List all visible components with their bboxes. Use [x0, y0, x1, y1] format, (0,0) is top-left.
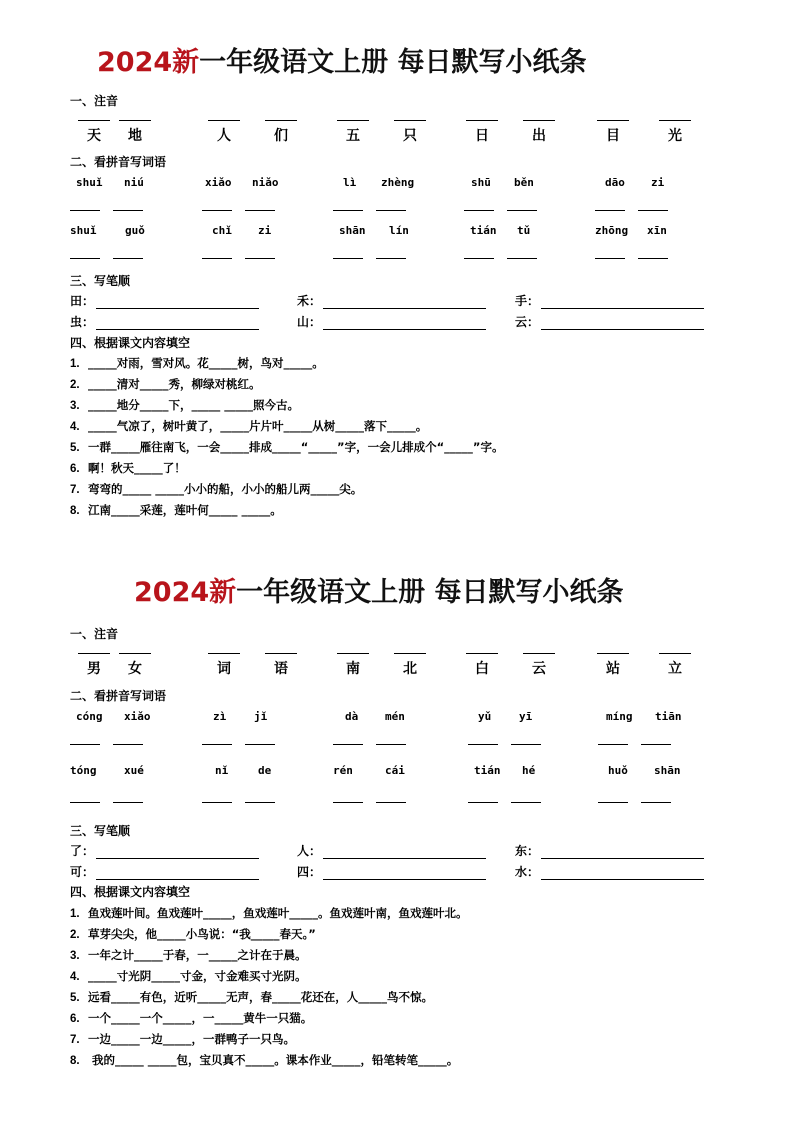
item-number: 1.: [70, 908, 80, 920]
answer-blank[interactable]: [468, 744, 498, 745]
answer-blank[interactable]: [202, 744, 232, 745]
answer-blank[interactable]: [113, 258, 143, 259]
answer-blank-row: [0, 802, 793, 806]
item-text: _____气凉了，树叶黄了，_____片片叶_____从树_____落下_____。: [88, 419, 428, 433]
answer-blank[interactable]: [394, 653, 426, 654]
answer-blank[interactable]: [523, 653, 555, 654]
answer-blank[interactable]: [202, 802, 232, 803]
pinyin-syllable: yī: [519, 710, 533, 723]
answer-blank[interactable]: [464, 210, 494, 211]
stroke-answer-line[interactable]: [323, 297, 486, 309]
item-text: 一群_____雁往南飞，一会_____排成_____“_____”字，一会儿排成个“_____”字。: [88, 440, 504, 454]
item-text: 草芽尖尖，他_____小鸟说：“我_____春天。”: [88, 927, 316, 941]
item-number: 5.: [70, 442, 80, 454]
section-heading-phonetic: 一、注音: [70, 94, 119, 108]
answer-blank[interactable]: [394, 120, 426, 121]
stroke-row: [70, 292, 720, 308]
stroke-char-label: 人：: [297, 844, 322, 858]
pinyin-syllable: tǔ: [517, 224, 531, 237]
item-text: _____寸光阴_____寸金，寸金难买寸光阴。: [88, 969, 307, 983]
pinyin-syllable: zhōng: [595, 224, 629, 237]
stroke-answer-line[interactable]: [96, 318, 259, 330]
answer-blank[interactable]: [523, 120, 555, 121]
pinyin-syllable: yǔ: [478, 710, 492, 723]
pinyin-syllable: niú: [124, 176, 144, 189]
stroke-item: [297, 863, 486, 880]
fill-blank-item[interactable]: [70, 355, 324, 371]
answer-blank[interactable]: [333, 802, 363, 803]
pinyin-syllable: běn: [514, 176, 534, 189]
item-number: 2.: [70, 929, 80, 941]
answer-blank[interactable]: [113, 744, 143, 745]
answer-blank[interactable]: [376, 210, 406, 211]
answer-blank[interactable]: [376, 258, 406, 259]
phonetic-item[interactable]: [593, 653, 633, 678]
phonetic-char: 南: [346, 661, 360, 677]
pinyin-syllable: xiǎo: [124, 710, 151, 723]
stroke-item: [515, 292, 704, 309]
phonetic-char: 人: [217, 128, 231, 144]
phonetic-item[interactable]: [390, 120, 430, 145]
answer-blank[interactable]: [638, 210, 668, 211]
answer-blank[interactable]: [507, 210, 537, 211]
item-text: 啊！秋天_____了！: [88, 461, 186, 475]
stroke-item: [70, 842, 259, 859]
answer-blank[interactable]: [597, 653, 629, 654]
phonetic-char: 北: [403, 661, 417, 677]
title-year-accent: 2024新: [97, 47, 200, 78]
answer-blank[interactable]: [376, 744, 406, 745]
pinyin-syllable: huǒ: [608, 764, 628, 777]
answer-blank[interactable]: [659, 653, 691, 654]
pinyin-syllable: lì: [343, 176, 357, 189]
answer-blank[interactable]: [466, 120, 498, 121]
pinyin-syllable: niǎo: [252, 176, 279, 189]
answer-blank[interactable]: [70, 802, 100, 803]
stroke-row: [70, 842, 720, 858]
answer-blank[interactable]: [337, 653, 369, 654]
stroke-item: [297, 313, 486, 330]
pinyin-syllable: de: [258, 764, 272, 777]
pinyin-syllable: shū: [471, 176, 491, 189]
item-number: 2.: [70, 379, 80, 391]
answer-blank[interactable]: [597, 120, 629, 121]
phonetic-item[interactable]: [655, 653, 695, 678]
stroke-item: [515, 863, 704, 880]
stroke-answer-line[interactable]: [323, 868, 486, 880]
answer-blank[interactable]: [119, 653, 151, 654]
stroke-item: [297, 842, 486, 859]
stroke-item: [70, 292, 259, 309]
section-heading-stroke-order: 三、写笔顺: [70, 824, 131, 838]
answer-blank[interactable]: [464, 258, 494, 259]
answer-blank[interactable]: [333, 744, 363, 745]
phonetic-char: 站: [606, 661, 620, 677]
answer-blank[interactable]: [659, 120, 691, 121]
phonetic-item[interactable]: [519, 120, 559, 145]
stroke-item: [515, 842, 704, 859]
pinyin-row: [0, 764, 793, 778]
answer-blank[interactable]: [70, 744, 100, 745]
sheet-title: [97, 40, 587, 79]
answer-blank[interactable]: [466, 653, 498, 654]
phonetic-char: 五: [346, 128, 360, 144]
stroke-char-label: 虫：: [70, 315, 95, 329]
answer-blank[interactable]: [70, 258, 100, 259]
answer-blank[interactable]: [113, 802, 143, 803]
answer-blank[interactable]: [641, 802, 671, 803]
item-text: 弯弯的_____ _____小小的船，小小的船儿两_____尖。: [88, 482, 363, 496]
item-number: 8.: [70, 1055, 80, 1067]
answer-blank[interactable]: [333, 258, 363, 259]
answer-blank[interactable]: [595, 258, 625, 259]
item-number: 6.: [70, 1013, 80, 1025]
section-heading-fill-blanks: 四、根据课文内容填空: [70, 336, 191, 350]
answer-blank[interactable]: [507, 258, 537, 259]
pinyin-syllable: tóng: [70, 764, 97, 777]
answer-blank[interactable]: [245, 802, 275, 803]
pinyin-syllable: shān: [339, 224, 366, 237]
phonetic-item[interactable]: [74, 653, 114, 678]
answer-blank[interactable]: [208, 120, 240, 121]
answer-blank[interactable]: [113, 210, 143, 211]
stroke-row: [70, 313, 720, 329]
fill-blank-item[interactable]: [70, 397, 299, 413]
title-text: 一年级语文上册 每日默写小纸条: [236, 577, 624, 608]
phonetic-char: 天: [87, 128, 101, 144]
pinyin-syllable: dà: [345, 710, 359, 723]
stroke-answer-line[interactable]: [96, 868, 259, 880]
stroke-char-label: 田：: [70, 294, 95, 308]
stroke-answer-line[interactable]: [323, 318, 486, 330]
phonetic-item[interactable]: [462, 120, 502, 145]
phonetic-item[interactable]: [333, 120, 373, 145]
pinyin-syllable: tiān: [655, 710, 682, 723]
pinyin-row: [0, 176, 793, 190]
section-heading-phonetic: 一、注音: [70, 627, 119, 641]
stroke-char-label: 了：: [70, 844, 95, 858]
answer-blank[interactable]: [595, 210, 625, 211]
pinyin-syllable: dāo: [605, 176, 625, 189]
stroke-item: [515, 313, 704, 330]
sheet-title: [134, 570, 624, 609]
pinyin-syllable: xué: [124, 764, 144, 777]
phonetic-item[interactable]: [204, 120, 244, 145]
item-text: _____地分_____下，_____ _____照今古。: [88, 398, 300, 412]
pinyin-syllable: xīn: [647, 224, 667, 237]
answer-blank[interactable]: [376, 802, 406, 803]
stroke-item: [70, 863, 259, 880]
stroke-char-label: 东：: [515, 844, 540, 858]
fill-blank-item[interactable]: [70, 481, 362, 497]
phonetic-char: 出: [532, 128, 546, 144]
answer-blank[interactable]: [70, 210, 100, 211]
pinyin-syllable: tián: [474, 764, 501, 777]
fill-blank-item[interactable]: [70, 926, 316, 942]
phonetic-char: 光: [668, 128, 682, 144]
phonetic-item[interactable]: [261, 653, 301, 678]
pinyin-syllable: míng: [606, 710, 633, 723]
stroke-char-label: 四：: [297, 865, 322, 879]
phonetic-char: 男: [87, 661, 101, 677]
answer-blank[interactable]: [119, 120, 151, 121]
answer-blank[interactable]: [511, 744, 541, 745]
fill-blank-item[interactable]: [70, 418, 427, 434]
stroke-char-label: 手：: [515, 294, 540, 308]
phonetic-char: 词: [217, 661, 231, 677]
pinyin-syllable: zi: [258, 224, 272, 237]
pinyin-syllable: shuǐ: [76, 176, 103, 189]
fill-blank-item[interactable]: [70, 439, 503, 455]
phonetic-item[interactable]: [462, 653, 502, 678]
answer-blank[interactable]: [598, 802, 628, 803]
fill-blank-item[interactable]: [70, 460, 186, 476]
item-number: 4.: [70, 971, 80, 983]
answer-blank[interactable]: [78, 120, 110, 121]
phonetic-char: 只: [403, 128, 417, 144]
pinyin-syllable: zi: [651, 176, 665, 189]
pinyin-syllable: tián: [470, 224, 497, 237]
answer-blank[interactable]: [265, 653, 297, 654]
answer-blank[interactable]: [333, 210, 363, 211]
fill-blank-item[interactable]: [70, 1010, 312, 1026]
pinyin-syllable: cóng: [76, 710, 103, 723]
stroke-char-label: 可：: [70, 865, 95, 879]
phonetic-item[interactable]: [519, 653, 559, 678]
pinyin-syllable: chǐ: [212, 224, 232, 237]
stroke-answer-line[interactable]: [541, 868, 704, 880]
pinyin-syllable: guǒ: [125, 224, 145, 237]
pinyin-syllable: cái: [385, 764, 405, 777]
fill-blank-item[interactable]: [70, 502, 282, 518]
phonetic-char: 白: [475, 661, 489, 677]
phonetic-item[interactable]: [390, 653, 430, 678]
pinyin-syllable: mén: [385, 710, 405, 723]
item-text: 江南_____采莲，莲叶何_____ _____。: [88, 503, 282, 517]
stroke-item: [297, 292, 486, 309]
item-text: _____清对_____秀，柳绿对桃红。: [88, 377, 261, 391]
phonetic-item[interactable]: [115, 653, 155, 678]
stroke-char-label: 山：: [297, 315, 322, 329]
stroke-answer-line[interactable]: [323, 847, 486, 859]
title-text: 一年级语文上册 每日默写小纸条: [199, 47, 587, 78]
phonetic-item[interactable]: [204, 653, 244, 678]
pinyin-syllable: shān: [654, 764, 681, 777]
pinyin-syllable: jǐ: [254, 710, 268, 723]
phonetic-item[interactable]: [655, 120, 695, 145]
phonetic-item[interactable]: [115, 120, 155, 145]
stroke-item: [70, 313, 259, 330]
phonetic-char: 目: [606, 128, 620, 144]
pinyin-syllable: shuǐ: [70, 224, 97, 237]
pinyin-syllable: xiǎo: [205, 176, 232, 189]
phonetic-char: 女: [128, 661, 142, 677]
phonetic-char: 地: [128, 128, 142, 144]
phonetic-item[interactable]: [333, 653, 373, 678]
answer-blank[interactable]: [202, 258, 232, 259]
pinyin-syllable: rén: [333, 764, 353, 777]
item-text: 一年之计_____于春，一_____之计在于晨。: [88, 948, 307, 962]
stroke-char-label: 禾：: [297, 294, 322, 308]
title-year-accent: 2024新: [134, 577, 237, 608]
item-number: 5.: [70, 992, 80, 1004]
item-number: 7.: [70, 1034, 80, 1046]
item-number: 3.: [70, 950, 80, 962]
pinyin-syllable: hé: [522, 764, 536, 777]
answer-blank-row: [0, 258, 793, 262]
section-heading-pinyin: 二、看拼音写词语: [70, 689, 167, 703]
stroke-answer-line[interactable]: [541, 847, 704, 859]
fill-blank-item[interactable]: [70, 376, 261, 392]
item-number: 7.: [70, 484, 80, 496]
answer-blank-row: [0, 744, 793, 748]
item-number: 8.: [70, 505, 80, 517]
stroke-char-label: 云：: [515, 315, 540, 329]
item-text: 远看_____有色，近听_____无声，春_____花还在，人_____鸟不惊。: [88, 990, 433, 1004]
item-text: 一边_____一边_____，一群鸭子一只鸟。: [88, 1032, 295, 1046]
fill-blank-item[interactable]: [70, 947, 307, 963]
stroke-answer-line[interactable]: [541, 297, 704, 309]
answer-blank[interactable]: [202, 210, 232, 211]
phonetic-item[interactable]: [74, 120, 114, 145]
pinyin-row: [0, 224, 793, 238]
answer-blank[interactable]: [641, 744, 671, 745]
section-heading-pinyin: 二、看拼音写词语: [70, 155, 167, 169]
pinyin-row: [0, 710, 793, 724]
answer-blank[interactable]: [468, 802, 498, 803]
phonetic-char: 立: [668, 661, 682, 677]
fill-blank-item[interactable]: [70, 989, 433, 1005]
answer-blank[interactable]: [511, 802, 541, 803]
pinyin-syllable: zì: [213, 710, 227, 723]
stroke-answer-line[interactable]: [541, 318, 704, 330]
phonetic-char: 日: [475, 128, 489, 144]
answer-blank[interactable]: [208, 653, 240, 654]
item-number: 4.: [70, 421, 80, 433]
stroke-char-label: 水：: [515, 865, 540, 879]
pinyin-syllable: zhèng: [381, 176, 415, 189]
section-heading-fill-blanks: 四、根据课文内容填空: [70, 885, 191, 899]
section-heading-stroke-order: 三、写笔顺: [70, 274, 131, 288]
item-text: 鱼戏莲叶间。鱼戏莲叶_____，鱼戏莲叶_____。鱼戏莲叶南，鱼戏莲叶北。: [88, 906, 468, 920]
pinyin-syllable: lín: [389, 224, 409, 237]
stroke-row: [70, 863, 720, 879]
pinyin-syllable: nǐ: [215, 764, 229, 777]
answer-blank-row: [0, 210, 793, 214]
phonetic-char: 云: [532, 661, 546, 677]
fill-blank-item[interactable]: [70, 1031, 295, 1047]
phonetic-item[interactable]: [261, 120, 301, 145]
answer-blank[interactable]: [78, 653, 110, 654]
answer-blank[interactable]: [598, 744, 628, 745]
stroke-answer-line[interactable]: [96, 297, 259, 309]
phonetic-char: 们: [274, 128, 288, 144]
item-text: 我的_____ _____包，宝贝真不_____。课本作业_____，铅笔转笔_____。: [88, 1053, 459, 1067]
fill-blank-item[interactable]: [70, 1052, 458, 1068]
fill-blank-item[interactable]: [70, 968, 307, 984]
answer-blank[interactable]: [337, 120, 369, 121]
item-text: 一个_____一个_____，一_____黄牛一只猫。: [88, 1011, 313, 1025]
answer-blank[interactable]: [245, 744, 275, 745]
item-number: 3.: [70, 400, 80, 412]
phonetic-char: 语: [274, 661, 288, 677]
item-number: 6.: [70, 463, 80, 475]
fill-blank-item[interactable]: [70, 905, 468, 921]
stroke-answer-line[interactable]: [96, 847, 259, 859]
answer-blank[interactable]: [245, 258, 275, 259]
answer-blank[interactable]: [638, 258, 668, 259]
answer-blank[interactable]: [265, 120, 297, 121]
item-number: 1.: [70, 358, 80, 370]
answer-blank[interactable]: [245, 210, 275, 211]
item-text: _____对雨，雪对风。花_____树，鸟对_____。: [88, 356, 324, 370]
phonetic-item[interactable]: [593, 120, 633, 145]
